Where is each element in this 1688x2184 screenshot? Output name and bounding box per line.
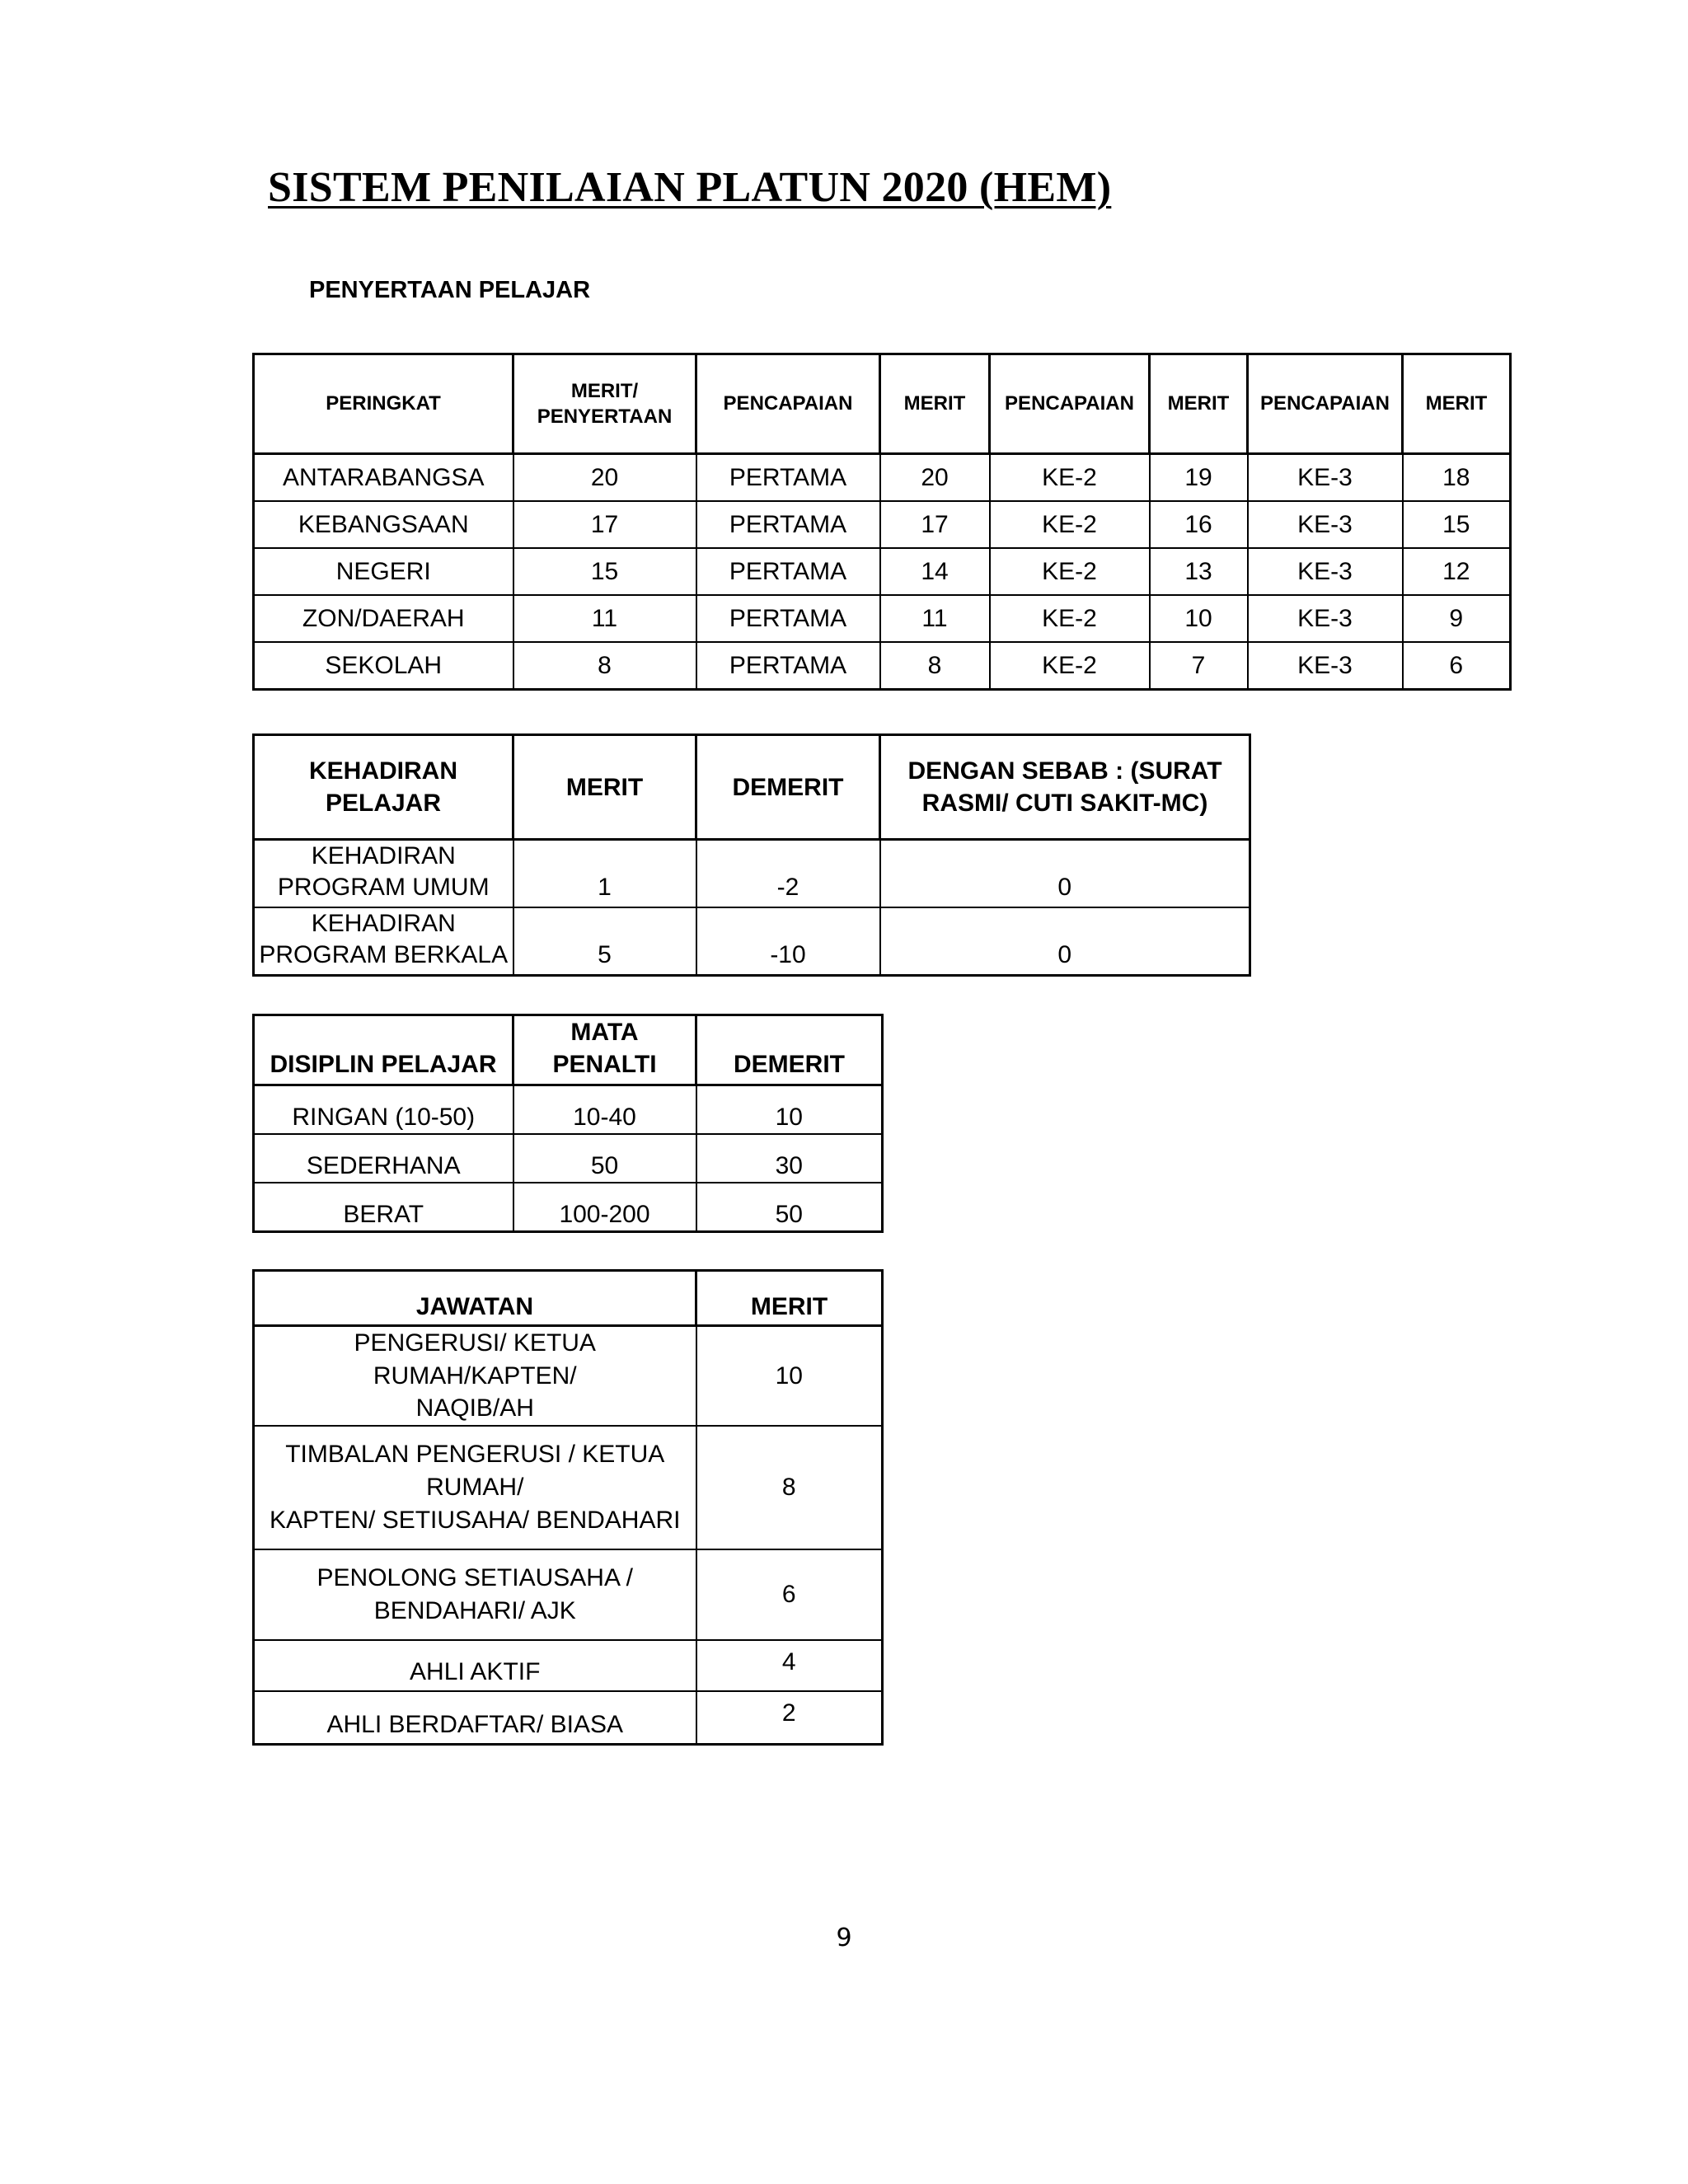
document-title: SISTEM PENILAIAN PLATUN 2020 (HEM) <box>268 164 1112 211</box>
table-cell: 18 <box>1403 454 1511 502</box>
table-cell: 12 <box>1403 548 1511 595</box>
table-cell: -10 <box>696 907 880 975</box>
table-cell: 1 <box>513 840 696 907</box>
table-cell: KE-2 <box>990 501 1150 548</box>
table-cell: 6 <box>696 1549 883 1640</box>
table-cell: 8 <box>696 1426 883 1549</box>
table-row <box>254 1134 883 1183</box>
table-cell: AHLI BERDAFTAR/ BIASA <box>254 1691 696 1745</box>
table-cell: PERTAMA <box>696 454 880 502</box>
kehadiran-table <box>252 733 1251 977</box>
table-cell: 17 <box>880 501 990 548</box>
table-cell: KEHADIRAN PROGRAM BERKALA <box>254 907 513 975</box>
table-row <box>254 1426 883 1549</box>
table-cell: SEDERHANA <box>254 1134 513 1183</box>
table-cell: 0 <box>880 907 1250 975</box>
table-cell: 2 <box>696 1691 883 1745</box>
header-line: MERIT/ PENYERTAAN <box>537 379 673 428</box>
table-cell: ANTARABANGSA <box>254 454 513 502</box>
table-cell: KE-3 <box>1248 501 1403 548</box>
header-cell: DISIPLIN PELAJAR <box>254 1015 513 1085</box>
table-row <box>254 642 1511 690</box>
header-cell: DENGAN SEBAB : (SURAT RASMI/ CUTI SAKIT-MC) <box>880 735 1250 840</box>
table-cell: KEHADIRAN PROGRAM UMUM <box>254 840 513 907</box>
table-cell: PENGERUSI/ KETUA RUMAH/KAPTEN/ NAQIB/AH <box>254 1326 696 1426</box>
table-row <box>254 1640 883 1691</box>
table-cell: RINGAN (10-50) <box>254 1085 513 1135</box>
table-row <box>254 1183 883 1232</box>
table-cell: 4 <box>696 1640 883 1691</box>
table-row <box>254 1085 883 1135</box>
header-cell: DEMERIT <box>696 1015 883 1085</box>
table-cell: 15 <box>1403 501 1511 548</box>
table-row <box>254 501 1511 548</box>
table-cell: 10-40 <box>513 1085 696 1135</box>
table-cell: 9 <box>1403 595 1511 642</box>
table-cell: 8 <box>513 642 696 690</box>
header-cell: PENCAPAIAN <box>990 354 1150 454</box>
table-cell: 16 <box>1150 501 1248 548</box>
table-cell: BERAT <box>254 1183 513 1232</box>
table-cell: 50 <box>696 1183 883 1232</box>
table-cell: 20 <box>880 454 990 502</box>
table-cell: 10 <box>696 1326 883 1426</box>
kehadiran-header-row <box>254 735 1250 840</box>
table-cell: KE-3 <box>1248 548 1403 595</box>
table-cell: 10 <box>1150 595 1248 642</box>
table-cell: 13 <box>1150 548 1248 595</box>
table-cell: 19 <box>1150 454 1248 502</box>
jawatan-header-row <box>254 1271 883 1326</box>
table-cell: PENOLONG SETIAUSAHA / BENDAHARI/ AJK <box>254 1549 696 1640</box>
table-cell: SEKOLAH <box>254 642 513 690</box>
header-cell: MERIT <box>513 735 696 840</box>
table-cell: 5 <box>513 907 696 975</box>
table-cell: KE-2 <box>990 454 1150 502</box>
disiplin-header-row <box>254 1015 883 1085</box>
header-cell: MERIT <box>696 1271 883 1326</box>
header-cell: PENCAPAIAN <box>696 354 880 454</box>
header-cell: PERINGKAT <box>254 354 513 454</box>
page-number: 9 <box>836 1924 852 1952</box>
table-cell: -2 <box>696 840 880 907</box>
header-cell: MERIT <box>1150 354 1248 454</box>
table-cell: NEGERI <box>254 548 513 595</box>
table-cell: 8 <box>880 642 990 690</box>
table-row <box>254 840 1250 907</box>
table-cell: KE-2 <box>990 595 1150 642</box>
table-cell: KE-3 <box>1248 595 1403 642</box>
header-cell: MATA PENALTI <box>513 1015 696 1085</box>
penyertaan-table <box>252 353 1512 691</box>
table-cell: ZON/DAERAH <box>254 595 513 642</box>
table-cell: PERTAMA <box>696 501 880 548</box>
header-cell <box>513 354 696 454</box>
table-row <box>254 454 1511 502</box>
table-row <box>254 1549 883 1640</box>
table-cell: PERTAMA <box>696 642 880 690</box>
section-title: PENYERTAAN PELAJAR <box>309 277 591 303</box>
table-cell: 11 <box>880 595 990 642</box>
header-cell: KEHADIRAN PELAJAR <box>254 735 513 840</box>
header-cell: MERIT <box>880 354 990 454</box>
table-row <box>254 907 1250 975</box>
table-cell: 0 <box>880 840 1250 907</box>
table-row <box>254 1326 883 1426</box>
jawatan-table <box>252 1269 884 1746</box>
table-cell: 30 <box>696 1134 883 1183</box>
table-cell: 15 <box>513 548 696 595</box>
table-cell: AHLI AKTIF <box>254 1640 696 1691</box>
table-cell: TIMBALAN PENGERUSI / KETUA RUMAH/ KAPTEN/ SETIUSAHA/ BENDAHARI <box>254 1426 696 1549</box>
table-cell: KEBANGSAAN <box>254 501 513 548</box>
table-cell: 6 <box>1403 642 1511 690</box>
table-row <box>254 548 1511 595</box>
table-cell: KE-3 <box>1248 642 1403 690</box>
header-cell: MERIT <box>1403 354 1511 454</box>
table-cell: PERTAMA <box>696 548 880 595</box>
table-cell: 50 <box>513 1134 696 1183</box>
header-cell: DEMERIT <box>696 735 880 840</box>
table-cell: KE-2 <box>990 642 1150 690</box>
table-cell: 7 <box>1150 642 1248 690</box>
table-cell: 20 <box>513 454 696 502</box>
header-cell: JAWATAN <box>254 1271 696 1326</box>
penyertaan-header-row <box>254 354 1511 454</box>
table-cell: 100-200 <box>513 1183 696 1232</box>
table-row <box>254 1691 883 1745</box>
table-cell: KE-3 <box>1248 454 1403 502</box>
table-cell: 10 <box>696 1085 883 1135</box>
table-cell: 14 <box>880 548 990 595</box>
header-cell: PENCAPAIAN <box>1248 354 1403 454</box>
table-cell: 11 <box>513 595 696 642</box>
table-cell: 17 <box>513 501 696 548</box>
table-cell: PERTAMA <box>696 595 880 642</box>
table-row <box>254 595 1511 642</box>
disiplin-table <box>252 1014 884 1233</box>
table-cell: KE-2 <box>990 548 1150 595</box>
